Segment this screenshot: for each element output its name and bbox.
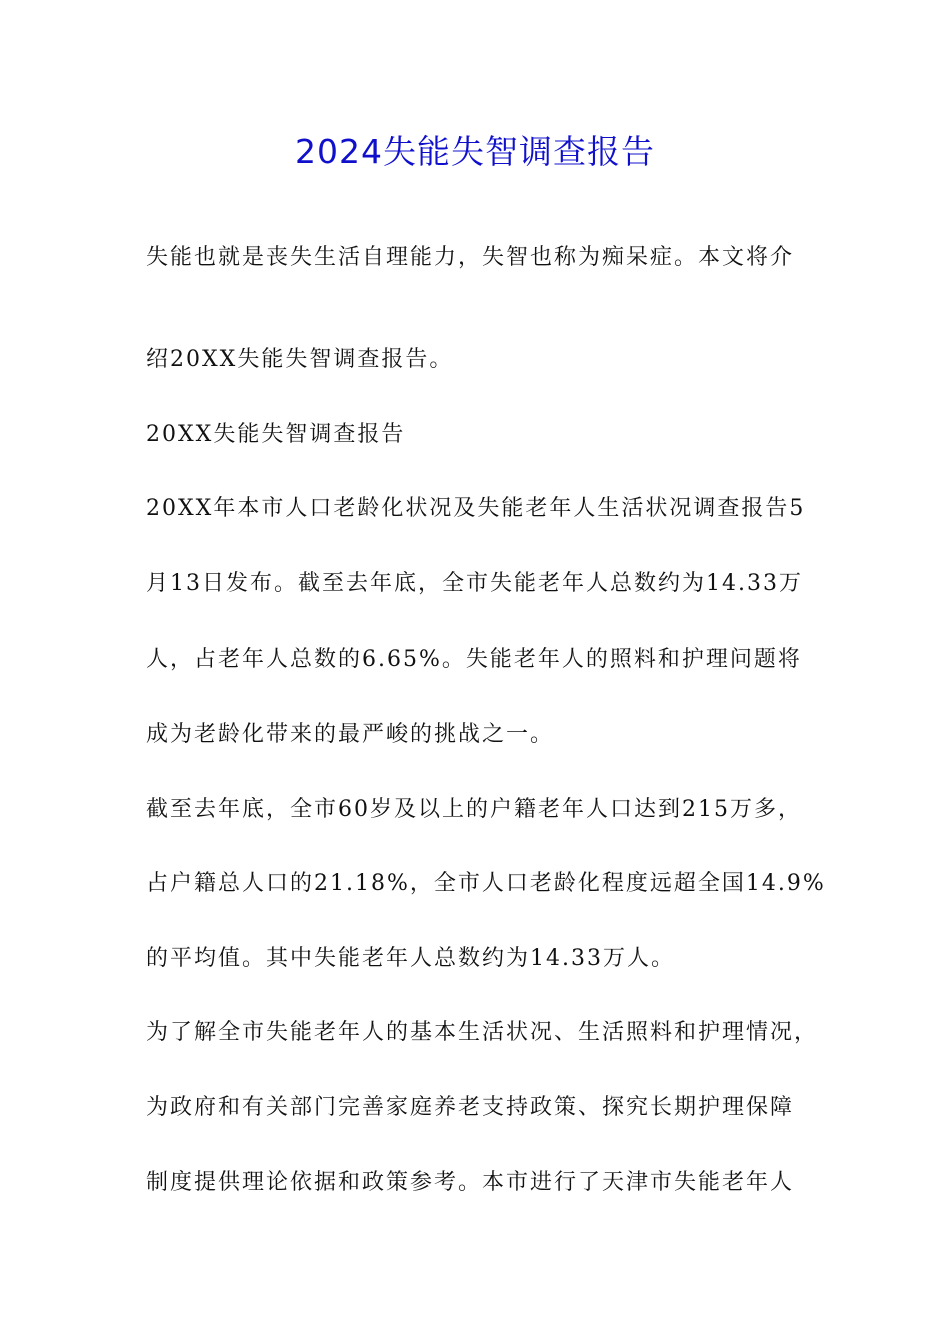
paragraph-line: 为政府和有关部门完善家庭养老支持政策、探究长期护理保障 (146, 1095, 795, 1120)
paragraph-line: 月13日发布。截至去年底，全市失能老年人总数约为14.33万 (146, 571, 803, 596)
paragraph-line: 为了解全市失能老年人的基本生活状况、生活照料和护理情况， (146, 1020, 819, 1045)
paragraph-line: 20XX年本市人口老龄化状况及失能老年人生活状况调查报告5 (146, 496, 806, 521)
paragraph-line: 占户籍总人口的21.18%，全市人口老龄化程度远超全国14.9% (146, 871, 826, 896)
paragraph-line: 截至去年底，全市60岁及以上的户籍老年人口达到215万多， (146, 797, 802, 822)
paragraph-line: 失能也就是丧失生活自理能力，失智也称为痴呆症。本文将介 (146, 245, 795, 270)
paragraph-line: 人，占老年人总数的6.65%。失能老年人的照料和护理问题将 (146, 647, 802, 672)
paragraph-line: 成为老龄化带来的最严峻的挑战之一。 (146, 722, 555, 747)
paragraph-line: 绍20XX失能失智调查报告。 (146, 347, 454, 372)
paragraph-line: 的平均值。其中失能老年人总数约为14.33万人。 (146, 946, 675, 971)
paragraph-line: 制度提供理论依据和政策参考。本市进行了天津市失能老年人 (146, 1170, 795, 1195)
document-title: 2024失能失智调查报告 (295, 132, 655, 171)
section-heading: 20XX失能失智调查报告 (146, 422, 406, 447)
